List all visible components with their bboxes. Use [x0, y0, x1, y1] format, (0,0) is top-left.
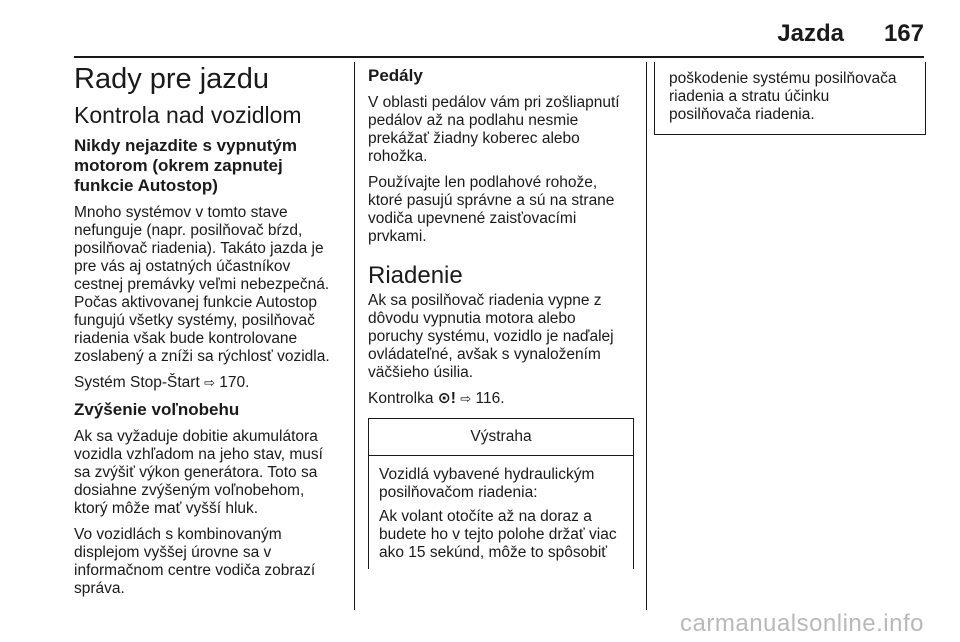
section-heading: Kontrola nad vozidlom: [74, 102, 302, 128]
warning-box-continued: [654, 62, 926, 135]
section-heading: Riadenie: [368, 262, 463, 289]
steering-warning-icon: ⊙!: [437, 390, 456, 407]
reference-arrow-icon: ⇨: [204, 375, 215, 390]
warning-box: [368, 418, 634, 569]
paragraph: Používajte len podlahové rohože, ktoré pasujú správne a sú na strane vodiča upevnené zaisťovacími prvkami.: [368, 174, 615, 245]
page-number: 167: [883, 20, 924, 47]
paragraph: Vo vozidlách s kombinovaným displejom vyššej úrovne sa v informačnom centre vodiča zobrazí správa.: [74, 526, 316, 597]
subsection-heading: Nikdy nejazdite s vypnutým motorom (okrem zapnutej funkcie Autostop): [74, 136, 297, 195]
column-3: [654, 70, 926, 135]
page-header: [777, 20, 924, 48]
page-title: Rady pre jazdu: [74, 63, 270, 95]
warning-title: Výstraha: [369, 419, 633, 456]
paragraph: V oblasti pedálov vám pri zošliapnutí pedálov až na podlahu nesmie prekážať žiadny koberec alebo rohožka.: [368, 94, 620, 165]
paragraph: Ak sa vyžaduje dobitie akumulátora vozidla vzhľadom na jeho stav, musí sa zvýšiť výkon generátora. Toto sa dosiahne zvýšeným voľnobehom, ktorý môže mať vyšší hluk.: [74, 428, 323, 517]
subsection-heading: Zvýšenie voľnobehu: [74, 400, 240, 419]
paragraph: Mnoho systémov v tomto stave nefunguje (napr. posilňovač bŕzd, posilňovač riadenia). Takáto jazda je pre vás aj ostatných účastníkov cestnej premávky veľmi nebezpečná. Počas aktivovanej funkcie Autostop fungujú všetky systémy, posilňovač riadenia však bude kontrolovane zoslabený a zníži sa rýchlosť vozidla.: [74, 204, 330, 365]
column-divider-1: [354, 62, 355, 610]
warning-body: [369, 456, 633, 562]
column-2: [368, 62, 634, 569]
subsection-heading: Pedály: [368, 66, 423, 85]
column-divider-2: [646, 62, 647, 610]
warning-text: Vozidlá vybavené hydraulickým posilňovačom riadenia:: [379, 466, 595, 501]
header-rule: [74, 56, 924, 58]
warning-text: Ak volant otočíte až na doraz a budete ho v tejto polohe držať viac ako 15 sekúnd, môže to spôsobiť: [379, 508, 617, 561]
watermark: carmanualsonline.info: [680, 610, 924, 637]
paragraph: Ak sa posilňovač riadenia vypne z dôvodu vypnutia motora alebo poruchy systému, vozidlo je naďalej ovládateľné, avšak s vynaložením väčšieho úsilia.: [368, 292, 614, 381]
cross-reference: Systém Stop-Štart ⇨ 170.: [74, 374, 250, 391]
warning-text: poškodenie systému posilňovača riadenia a stratu účinku posilňovača riadenia.: [669, 70, 897, 123]
reference-arrow-icon: ⇨: [460, 391, 472, 406]
column-1: [74, 62, 342, 598]
cross-reference: Kontrolka ⊙! ⇨ 116.: [368, 390, 505, 407]
section-title: Jazda: [777, 20, 844, 47]
